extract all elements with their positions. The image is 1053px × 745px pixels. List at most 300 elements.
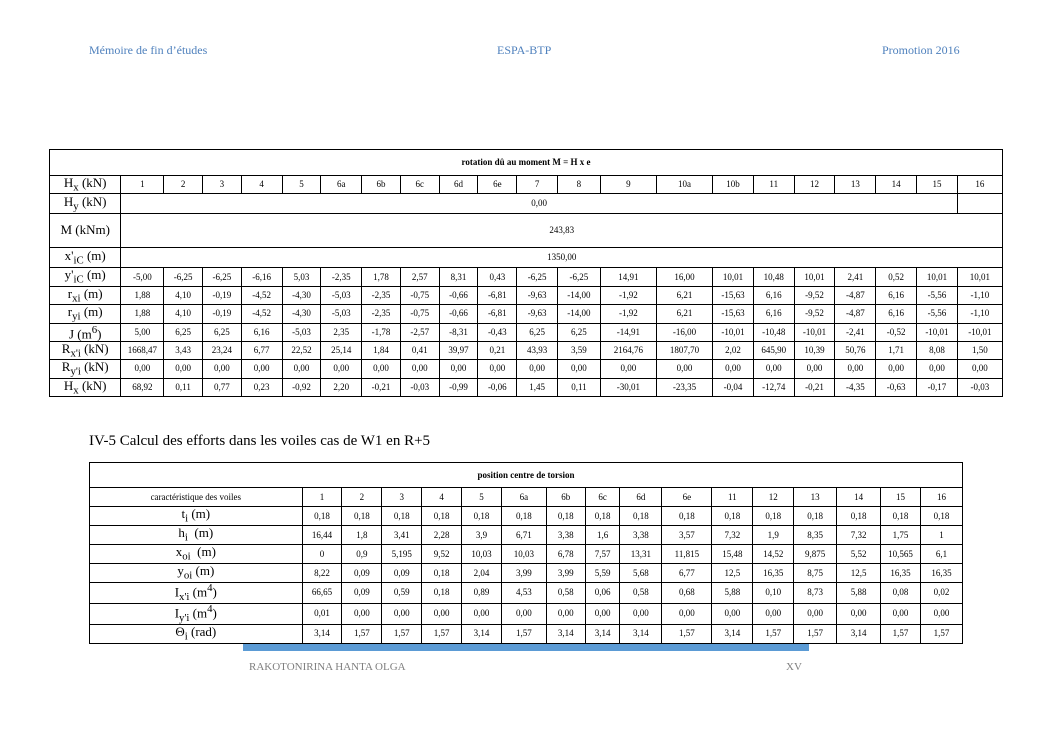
- table-cell: -0,52: [876, 323, 917, 341]
- table-cell: -5,03: [321, 286, 362, 304]
- table-cell: 0,00: [712, 603, 753, 624]
- table-cell: 10,01: [957, 268, 1002, 286]
- table-cell: 66,65: [302, 583, 342, 604]
- table-cell: 10,01: [794, 268, 835, 286]
- table-cell: 1,9: [753, 526, 794, 545]
- table-cell: -4,30: [282, 286, 321, 304]
- table-cell: 2,02: [713, 341, 754, 359]
- table-cell: 1,57: [753, 624, 794, 643]
- column-header: 6b: [546, 488, 585, 507]
- table-cell: 8,22: [302, 564, 342, 583]
- table-cell: 0,00: [241, 360, 282, 378]
- table-cell: 0,00: [753, 603, 794, 624]
- table-cell: -0,17: [917, 378, 958, 396]
- table-cell: 0,18: [712, 507, 753, 526]
- table-row: [50, 378, 1003, 396]
- table-cell: 3,14: [462, 624, 502, 643]
- hy-label: $H_y$ (kN): [50, 194, 121, 214]
- table-cell: 0,00: [876, 360, 917, 378]
- table-cell: 10,03: [462, 545, 502, 564]
- table-cell: 0,00: [422, 603, 462, 624]
- m-label: M (kNm): [50, 214, 121, 248]
- table-cell: 0,18: [794, 507, 837, 526]
- table-cell: 0,68: [662, 583, 712, 604]
- table-cell: 12,5: [712, 564, 753, 583]
- row-label: $I_{y'i}$ $(m^4)$: [90, 603, 303, 624]
- table-cell: 10,01: [713, 268, 754, 286]
- table-cell: 10,03: [501, 545, 546, 564]
- table-cell: 16,35: [753, 564, 794, 583]
- column-header: 6a: [501, 488, 546, 507]
- table-cell: 0,00: [917, 360, 958, 378]
- table-cell: 5,195: [382, 545, 422, 564]
- table-cell: -2,35: [362, 286, 401, 304]
- table-cell: 0,00: [620, 603, 662, 624]
- table-cell: 0,00: [662, 603, 712, 624]
- column-header: 3: [382, 488, 422, 507]
- table-cell: -1,92: [600, 305, 656, 323]
- column-header: 13: [794, 488, 837, 507]
- table-cell: -0,63: [876, 378, 917, 396]
- table-cell: 0,02: [920, 583, 962, 604]
- table-cell: 5,88: [837, 583, 881, 604]
- table-row: [50, 286, 1003, 304]
- table-cell: 0,58: [546, 583, 585, 604]
- table-cell: 5,00: [121, 323, 164, 341]
- table-cell: 0,00: [920, 603, 962, 624]
- table-cell: 0,18: [837, 507, 881, 526]
- table-row: [90, 624, 963, 643]
- table-cell: 22,52: [282, 341, 321, 359]
- table-cell: 2,57: [400, 268, 439, 286]
- table-cell: 2,04: [462, 564, 502, 583]
- table-cell: -16,00: [656, 323, 712, 341]
- torsion-table-title: position centre de torsion: [90, 463, 963, 488]
- table-row: [50, 341, 1003, 359]
- table-cell: 0,00: [835, 360, 876, 378]
- table-cell: -1,10: [957, 286, 1002, 304]
- table-cell: 15,48: [712, 545, 753, 564]
- table-cell: 0,09: [342, 564, 382, 583]
- table-cell: -6,25: [517, 268, 558, 286]
- table-cell: 6,16: [241, 323, 282, 341]
- table-cell: 0,00: [656, 360, 712, 378]
- table-cell: -4,35: [835, 378, 876, 396]
- table-cell: -0,04: [713, 378, 754, 396]
- table-cell: 6,25: [517, 323, 558, 341]
- column-header: 15: [917, 176, 958, 194]
- column-header: 13: [835, 176, 876, 194]
- table-cell: 0,18: [382, 507, 422, 526]
- table-cell: 4,10: [164, 305, 203, 323]
- table-cell: 3,43: [164, 341, 203, 359]
- rotation-table-title: rotation dû au moment M = H x e: [50, 150, 1003, 176]
- table-cell: 0,18: [546, 507, 585, 526]
- table-cell: 0,00: [282, 360, 321, 378]
- table-cell: 0,00: [837, 603, 881, 624]
- table-cell: 0,41: [400, 341, 439, 359]
- table-cell: 50,76: [835, 341, 876, 359]
- table-cell: 0,18: [302, 507, 342, 526]
- table-cell: 7,32: [712, 526, 753, 545]
- table-cell: 9,875: [794, 545, 837, 564]
- hy-value: 0,00: [121, 194, 957, 214]
- table-cell: 0,18: [920, 507, 962, 526]
- table-cell: 0,89: [462, 583, 502, 604]
- column-header: 6b: [362, 176, 401, 194]
- table-cell: 0,18: [422, 564, 462, 583]
- column-header: 6c: [400, 176, 439, 194]
- table-cell: 8,31: [439, 268, 478, 286]
- table-cell: 10,39: [794, 341, 835, 359]
- column-header: 3: [203, 176, 242, 194]
- table-cell: 0,00: [794, 603, 837, 624]
- table-cell: 0,18: [620, 507, 662, 526]
- column-header: 6d: [620, 488, 662, 507]
- table-cell: -0,03: [400, 378, 439, 396]
- table-cell: 0,00: [585, 603, 620, 624]
- table-cell: 0,18: [753, 507, 794, 526]
- table-cell: 0,00: [713, 360, 754, 378]
- table-cell: 2,28: [422, 526, 462, 545]
- table-cell: -1,10: [957, 305, 1002, 323]
- column-header: 12: [753, 488, 794, 507]
- table-cell: 0,00: [517, 360, 558, 378]
- table-cell: 1,50: [957, 341, 1002, 359]
- table-cell: -5,56: [917, 305, 958, 323]
- table-row: [50, 268, 1003, 286]
- table-cell: 1,57: [422, 624, 462, 643]
- column-header: 14: [876, 176, 917, 194]
- table-cell: 0,10: [753, 583, 794, 604]
- table-cell: 0,77: [203, 378, 242, 396]
- table-cell: 0,00: [382, 603, 422, 624]
- table-cell: -0,19: [203, 286, 242, 304]
- table-cell: 1,78: [362, 268, 401, 286]
- table-cell: 6,77: [241, 341, 282, 359]
- row-label: $y_{oi}$ (m): [90, 564, 303, 583]
- table-cell: 0,09: [342, 583, 382, 604]
- table-cell: -4,30: [282, 305, 321, 323]
- table-cell: 11,815: [662, 545, 712, 564]
- table-cell: 0,18: [462, 507, 502, 526]
- column-header: 8: [558, 176, 601, 194]
- row-label: $R_{y'i}$ (kN): [50, 360, 121, 378]
- footer-bar: [243, 644, 809, 651]
- table-cell: 7,32: [837, 526, 881, 545]
- column-header: 10b: [713, 176, 754, 194]
- table-cell: 3,14: [302, 624, 342, 643]
- header-left: Mémoire de fin d’études: [89, 43, 208, 57]
- table-cell: 7,57: [585, 545, 620, 564]
- table-cell: 0,00: [342, 603, 382, 624]
- table-cell: 23,24: [203, 341, 242, 359]
- hx-header-label: $H_x$ (kN): [50, 176, 121, 194]
- table-cell: 0,09: [382, 564, 422, 583]
- table-cell: 0,59: [382, 583, 422, 604]
- table-cell: -9,52: [794, 305, 835, 323]
- header-center: ESPA-BTP: [497, 43, 552, 57]
- column-header: 11: [712, 488, 753, 507]
- row-label: $H_x$ (kN): [50, 378, 121, 396]
- table-cell: 3,14: [546, 624, 585, 643]
- row-label: $R_{x'i}$ (kN): [50, 341, 121, 359]
- column-header: 6e: [662, 488, 712, 507]
- table-cell: 0,00: [462, 603, 502, 624]
- torsion-table: [89, 462, 963, 644]
- table-cell: 1,75: [881, 526, 921, 545]
- table-cell: 8,73: [794, 583, 837, 604]
- column-header: 6e: [478, 176, 517, 194]
- table-cell: 13,31: [620, 545, 662, 564]
- table-cell: 3,14: [585, 624, 620, 643]
- table-cell: -6,25: [558, 268, 601, 286]
- table-cell: -2,35: [321, 268, 362, 286]
- table-cell: 3,14: [712, 624, 753, 643]
- column-header: 5: [282, 176, 321, 194]
- column-header: 9: [600, 176, 656, 194]
- m-value: 243,83: [121, 214, 1003, 248]
- table-cell: -4,52: [241, 286, 282, 304]
- table-cell: 0,9: [342, 545, 382, 564]
- table-cell: -15,63: [713, 305, 754, 323]
- table-cell: -4,87: [835, 286, 876, 304]
- table-row: [50, 305, 1003, 323]
- table-cell: 0,00: [400, 360, 439, 378]
- table-cell: -0,92: [282, 378, 321, 396]
- table-cell: -6,16: [241, 268, 282, 286]
- table-cell: 6,25: [558, 323, 601, 341]
- table-cell: 2,20: [321, 378, 362, 396]
- table-cell: -5,03: [282, 323, 321, 341]
- table-cell: -0,21: [362, 378, 401, 396]
- table-cell: -6,81: [478, 286, 517, 304]
- table-cell: 6,21: [656, 305, 712, 323]
- table-cell: 6,16: [876, 305, 917, 323]
- table-cell: 0,00: [362, 360, 401, 378]
- table-cell: 3,57: [662, 526, 712, 545]
- table-row: [90, 507, 963, 526]
- table-cell: -0,99: [439, 378, 478, 396]
- table-row: [50, 323, 1003, 341]
- table-cell: 3,41: [382, 526, 422, 545]
- table-cell: 0,00: [121, 360, 164, 378]
- row-label: $y'_{iC}$ (m): [50, 268, 121, 286]
- table-cell: 6,16: [876, 286, 917, 304]
- table-cell: 6,1: [920, 545, 962, 564]
- column-header: 7: [517, 176, 558, 194]
- table-cell: -10,01: [794, 323, 835, 341]
- table-cell: 0,18: [662, 507, 712, 526]
- table-cell: 1: [920, 526, 962, 545]
- table-cell: 0,23: [241, 378, 282, 396]
- table-cell: 14,91: [600, 268, 656, 286]
- column-header: 16: [957, 176, 1002, 194]
- table-cell: 6,77: [662, 564, 712, 583]
- table-cell: 0,18: [585, 507, 620, 526]
- column-header: 14: [837, 488, 881, 507]
- table-cell: 0,18: [881, 507, 921, 526]
- table-cell: -1,92: [600, 286, 656, 304]
- table-cell: 1668,47: [121, 341, 164, 359]
- rotation-table: [49, 149, 1003, 397]
- table-cell: 0,06: [585, 583, 620, 604]
- table-cell: 9,52: [422, 545, 462, 564]
- table-cell: 3,38: [620, 526, 662, 545]
- table-cell: 0,21: [478, 341, 517, 359]
- table-cell: -6,25: [203, 268, 242, 286]
- table-row: [90, 564, 963, 583]
- table-cell: -0,03: [957, 378, 1002, 396]
- column-header: 10a: [656, 176, 712, 194]
- table-row: [90, 603, 963, 624]
- table-cell: 0,00: [794, 360, 835, 378]
- table-cell: -10,48: [753, 323, 794, 341]
- table-cell: -9,63: [517, 286, 558, 304]
- table-cell: -4,52: [241, 305, 282, 323]
- table-cell: 68,92: [121, 378, 164, 396]
- table-cell: 6,16: [753, 305, 794, 323]
- table-cell: 43,93: [517, 341, 558, 359]
- section-title: IV-5 Calcul des efforts dans les voiles cas de W1 en R+5: [89, 433, 431, 449]
- row-label: $x_{oi}$ (m): [90, 545, 303, 564]
- table-cell: 16,00: [656, 268, 712, 286]
- table-cell: -5,03: [321, 305, 362, 323]
- table-cell: -6,25: [164, 268, 203, 286]
- table-cell: 25,14: [321, 341, 362, 359]
- table-cell: 5,52: [837, 545, 881, 564]
- table-cell: 0: [302, 545, 342, 564]
- hy-empty-cell: [957, 194, 1002, 214]
- table-cell: 1,57: [920, 624, 962, 643]
- table-cell: -5,00: [121, 268, 164, 286]
- column-header: 2: [164, 176, 203, 194]
- table-cell: 0,00: [321, 360, 362, 378]
- table-row: [90, 526, 963, 545]
- table-cell: 1,57: [342, 624, 382, 643]
- table-cell: 1,6: [585, 526, 620, 545]
- table-cell: 16,35: [920, 564, 962, 583]
- column-header: 2: [342, 488, 382, 507]
- table-cell: 0,00: [164, 360, 203, 378]
- table-cell: 0,00: [501, 603, 546, 624]
- row-label: $r_{xi}$ (m): [50, 286, 121, 304]
- table-row: [90, 583, 963, 604]
- table-cell: 5,03: [282, 268, 321, 286]
- table-cell: 39,97: [439, 341, 478, 359]
- table-cell: 1,88: [121, 286, 164, 304]
- table-cell: 1,8: [342, 526, 382, 545]
- table-row: [90, 545, 963, 564]
- row-label: $I_{x'i}$ $(m^4)$: [90, 583, 303, 604]
- table-cell: 0,18: [501, 507, 546, 526]
- table-cell: -9,52: [794, 286, 835, 304]
- table-cell: -5,56: [917, 286, 958, 304]
- table-cell: 5,59: [585, 564, 620, 583]
- table-cell: 3,99: [501, 564, 546, 583]
- table-cell: -2,41: [835, 323, 876, 341]
- table-cell: -10,01: [957, 323, 1002, 341]
- table-cell: -4,87: [835, 305, 876, 323]
- table-cell: 645,90: [753, 341, 794, 359]
- table-cell: 1,57: [794, 624, 837, 643]
- table-cell: -30,01: [600, 378, 656, 396]
- table-cell: -6,81: [478, 305, 517, 323]
- table-cell: 2,35: [321, 323, 362, 341]
- table-cell: 6,25: [203, 323, 242, 341]
- table-cell: -14,00: [558, 286, 601, 304]
- table-cell: 0,00: [600, 360, 656, 378]
- table-cell: 14,52: [753, 545, 794, 564]
- column-header: 6d: [439, 176, 478, 194]
- table-cell: -2,35: [362, 305, 401, 323]
- table-cell: 0,18: [342, 507, 382, 526]
- footer-page-number: XV: [786, 661, 802, 673]
- characteristics-header: caractéristique des voiles: [90, 488, 303, 507]
- row-label: $r_{yi}$ (m): [50, 305, 121, 323]
- table-cell: 3,14: [837, 624, 881, 643]
- table-row: [50, 360, 1003, 378]
- table-cell: 0,00: [957, 360, 1002, 378]
- table-cell: 12,5: [837, 564, 881, 583]
- table-cell: 0,58: [620, 583, 662, 604]
- table-cell: 8,35: [794, 526, 837, 545]
- table-cell: 2,41: [835, 268, 876, 286]
- row-label: J $(m^6)$: [50, 323, 121, 341]
- row-label: $t_i$ (m): [90, 507, 303, 526]
- table-cell: -23,35: [656, 378, 712, 396]
- table-cell: 16,35: [881, 564, 921, 583]
- table-cell: -1,78: [362, 323, 401, 341]
- table-cell: -9,63: [517, 305, 558, 323]
- column-header: 4: [422, 488, 462, 507]
- table-cell: 0,00: [478, 360, 517, 378]
- column-header: 5: [462, 488, 502, 507]
- column-header: 6c: [585, 488, 620, 507]
- table-cell: 5,88: [712, 583, 753, 604]
- table-cell: 16,44: [302, 526, 342, 545]
- table-cell: 4,10: [164, 286, 203, 304]
- table-cell: 6,71: [501, 526, 546, 545]
- table-cell: 1,71: [876, 341, 917, 359]
- table-cell: -0,21: [794, 378, 835, 396]
- table-cell: 0,18: [422, 583, 462, 604]
- table-cell: 0,00: [881, 603, 921, 624]
- table-cell: -0,75: [400, 286, 439, 304]
- column-header: 11: [753, 176, 794, 194]
- table-cell: 10,565: [881, 545, 921, 564]
- table-cell: 1,57: [881, 624, 921, 643]
- table-cell: -0,06: [478, 378, 517, 396]
- table-cell: 3,9: [462, 526, 502, 545]
- column-header: 4: [241, 176, 282, 194]
- table-cell: 6,16: [753, 286, 794, 304]
- table-cell: 0,00: [558, 360, 601, 378]
- table-cell: -10,01: [713, 323, 754, 341]
- header-right: Promotion 2016: [882, 43, 960, 57]
- table-cell: -14,91: [600, 323, 656, 341]
- table-cell: 1,88: [121, 305, 164, 323]
- table-cell: 0,00: [439, 360, 478, 378]
- table-cell: -0,43: [478, 323, 517, 341]
- column-header: 12: [794, 176, 835, 194]
- table-cell: 0,00: [753, 360, 794, 378]
- column-header: 6a: [321, 176, 362, 194]
- table-cell: 1,57: [382, 624, 422, 643]
- table-cell: 0,01: [302, 603, 342, 624]
- table-cell: 6,25: [164, 323, 203, 341]
- table-cell: 0,00: [546, 603, 585, 624]
